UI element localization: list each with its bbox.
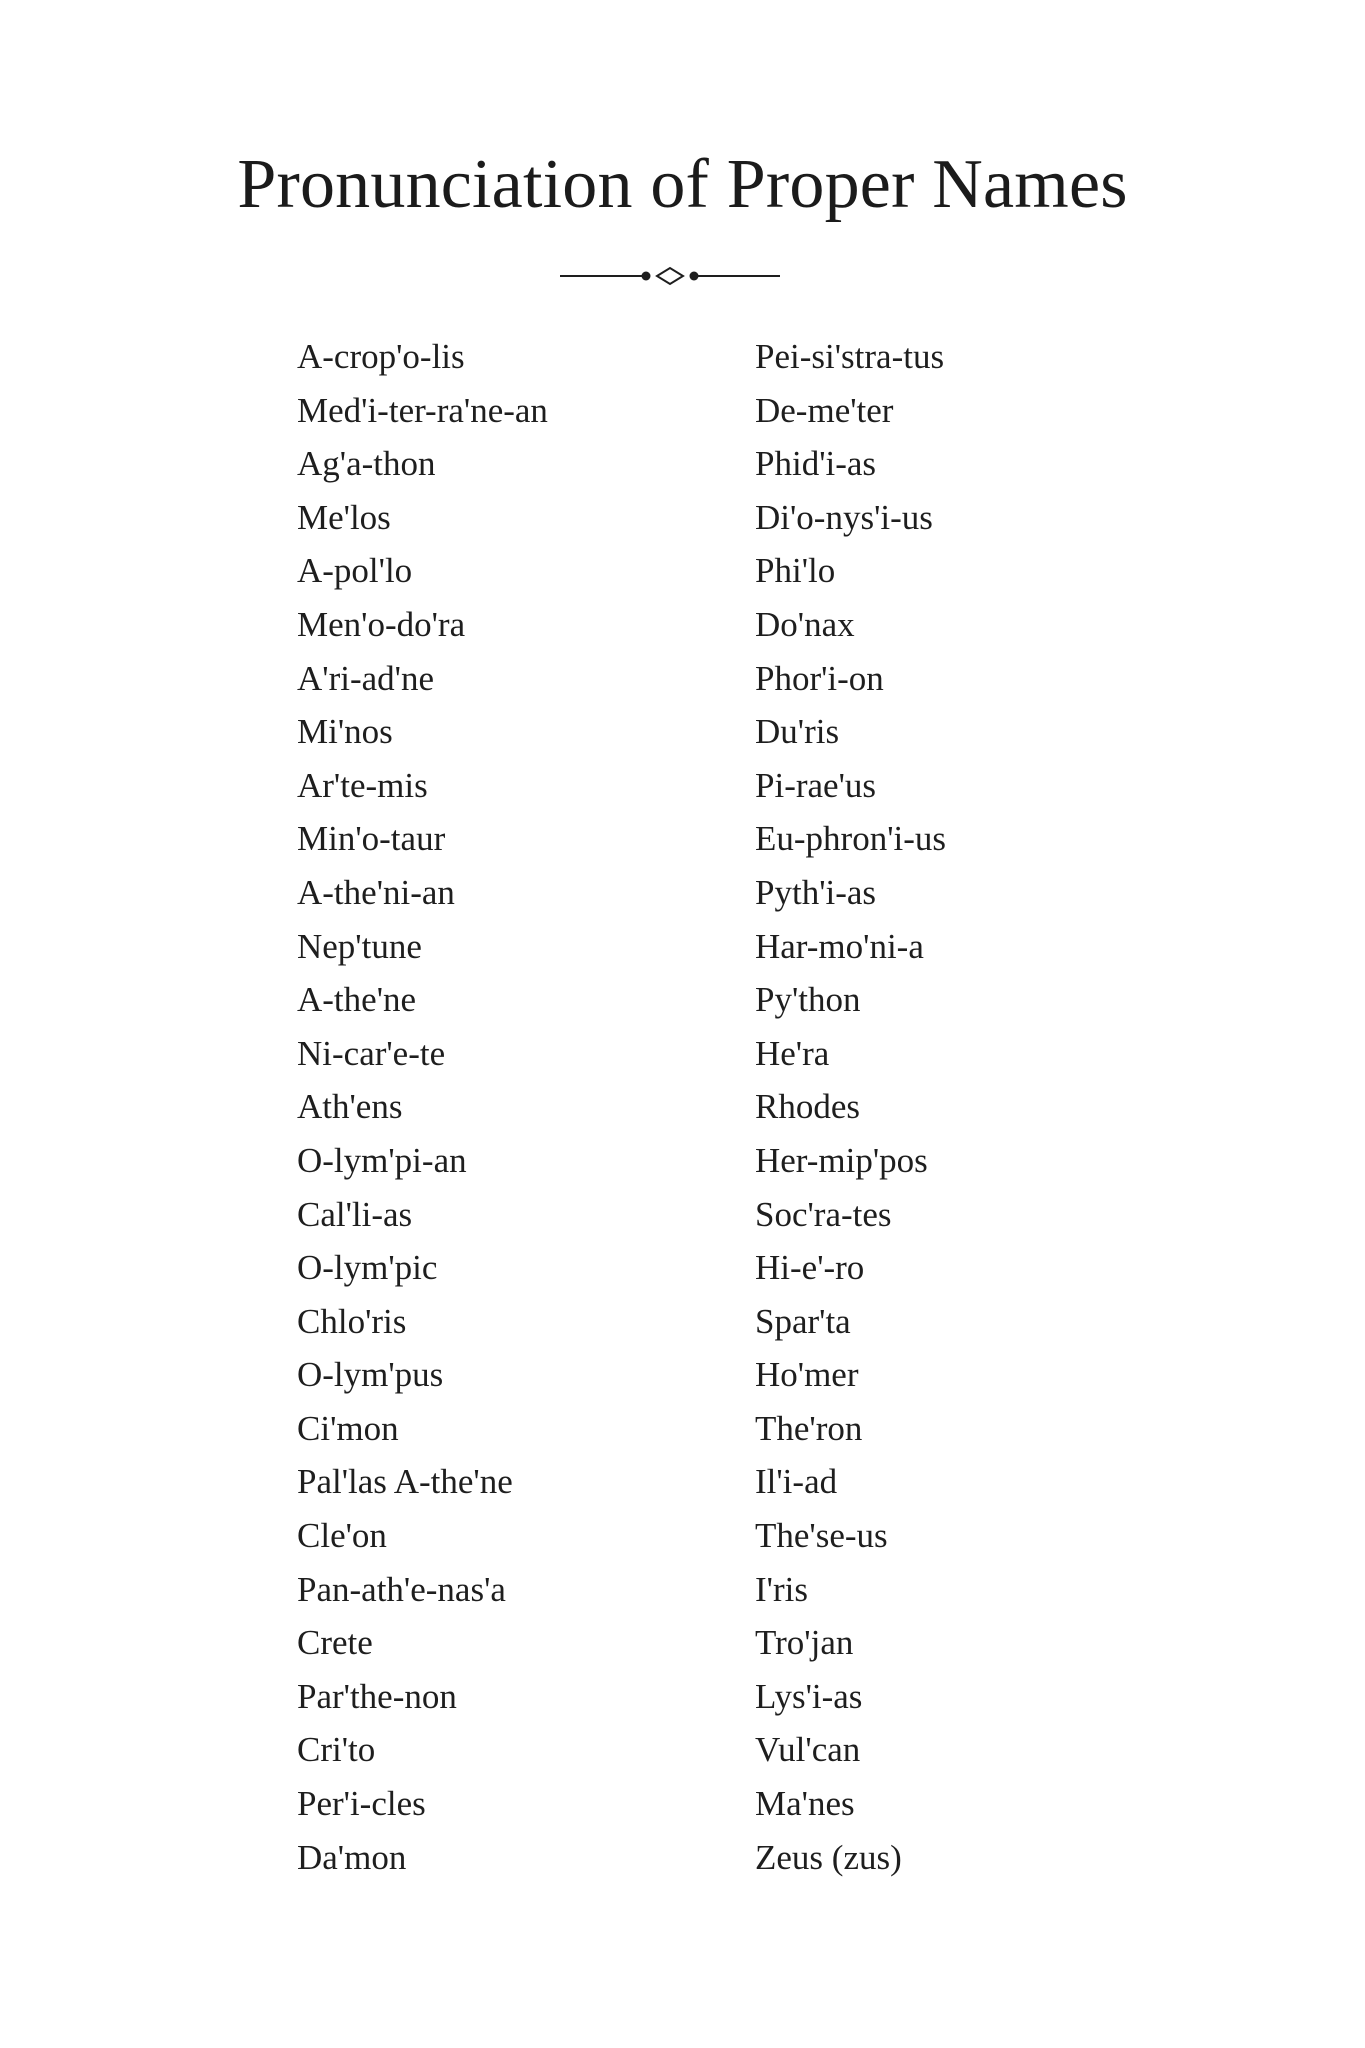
name-entry: Hi-e'-ro [755,1248,865,1288]
name-entry: Har-mo'ni-a [755,926,924,966]
name-entry: Vul'can [755,1730,861,1770]
name-entry: Phor'i-on [755,658,884,698]
name-entry: A'ri-ad'ne [297,658,434,698]
name-entry: Med'i-ter-ra'ne-an [297,390,548,430]
name-entry: O-lym'pus [297,1355,444,1395]
divider-ornament-icon [560,264,780,288]
name-entry: A-the'ni-an [297,872,455,912]
name-entry: Do'nax [755,604,855,644]
name-entry: Men'o-do'ra [297,604,466,644]
name-entry: Phid'i-as [755,444,877,484]
name-entry: Phi'lo [755,551,836,591]
name-entry: Pyth'i-as [755,872,877,912]
name-entry: Du'ris [755,712,840,752]
name-entry: Ci'mon [297,1408,399,1448]
name-entry: Chlo'ris [297,1301,407,1341]
name-entry: A-crop'o-lis [297,337,465,376]
name-entry: A-the'ne [297,980,417,1020]
name-entry: Lys'i-as [755,1676,863,1716]
name-entry: Pi-rae'us [755,765,876,805]
name-entry: Cri'to [297,1730,376,1770]
name-entry: Pal'las A-the'ne [297,1462,513,1502]
names-column-right [755,330,946,1884]
name-entry: Par'the-non [297,1676,457,1716]
name-entry: Pan-ath'e-nas'a [297,1569,506,1609]
name-entry: Rhodes [755,1087,860,1127]
name-entry: Spar'ta [755,1301,851,1341]
name-entry: He'ra [755,1033,830,1073]
name-entry: Tro'jan [755,1623,854,1663]
name-entry: The'ron [755,1408,863,1448]
name-entry: Di'o-nys'i-us [755,497,933,537]
name-entry: Da'mon [297,1837,407,1877]
name-entry: Cle'on [297,1516,387,1556]
name-entry: Il'i-ad [755,1462,838,1502]
name-entry: Ag'a-thon [297,444,436,484]
name-entry: Zeus (zus) [755,1837,902,1877]
name-entry: De-me'ter [755,390,894,430]
name-entry: O-lym'pi-an [297,1140,467,1180]
name-entry: Eu-phron'i-us [755,819,946,859]
name-entry: Me'los [297,497,391,537]
name-entry: Ho'mer [755,1355,859,1395]
name-entry: Crete [297,1623,373,1663]
name-entry: Nep'tune [297,926,422,966]
name-entry: O-lym'pic [297,1248,438,1288]
name-entry: Per'i-cles [297,1784,426,1824]
name-entry: Her-mip'pos [755,1140,928,1180]
name-entry: Pei-si'stra-tus [755,337,945,376]
name-entry: Mi'nos [297,712,393,752]
name-entry: A-pol'lo [297,551,413,591]
name-entry: Cal'li-as [297,1194,413,1234]
name-entry: Py'thon [755,980,861,1020]
name-entry: The'se-us [755,1516,888,1556]
name-entry: I'ris [755,1569,808,1609]
name-entry: Ar'te-mis [297,765,428,805]
page-title: Pronunciation of Proper Names [237,146,1128,223]
name-entry: Soc'ra-tes [755,1194,892,1234]
name-entry: Min'o-taur [297,819,446,859]
name-entry: Ma'nes [755,1784,855,1824]
names-column-left [297,330,548,1884]
name-entry: Ni-car'e-te [297,1033,446,1073]
name-entry: Ath'ens [297,1087,403,1127]
